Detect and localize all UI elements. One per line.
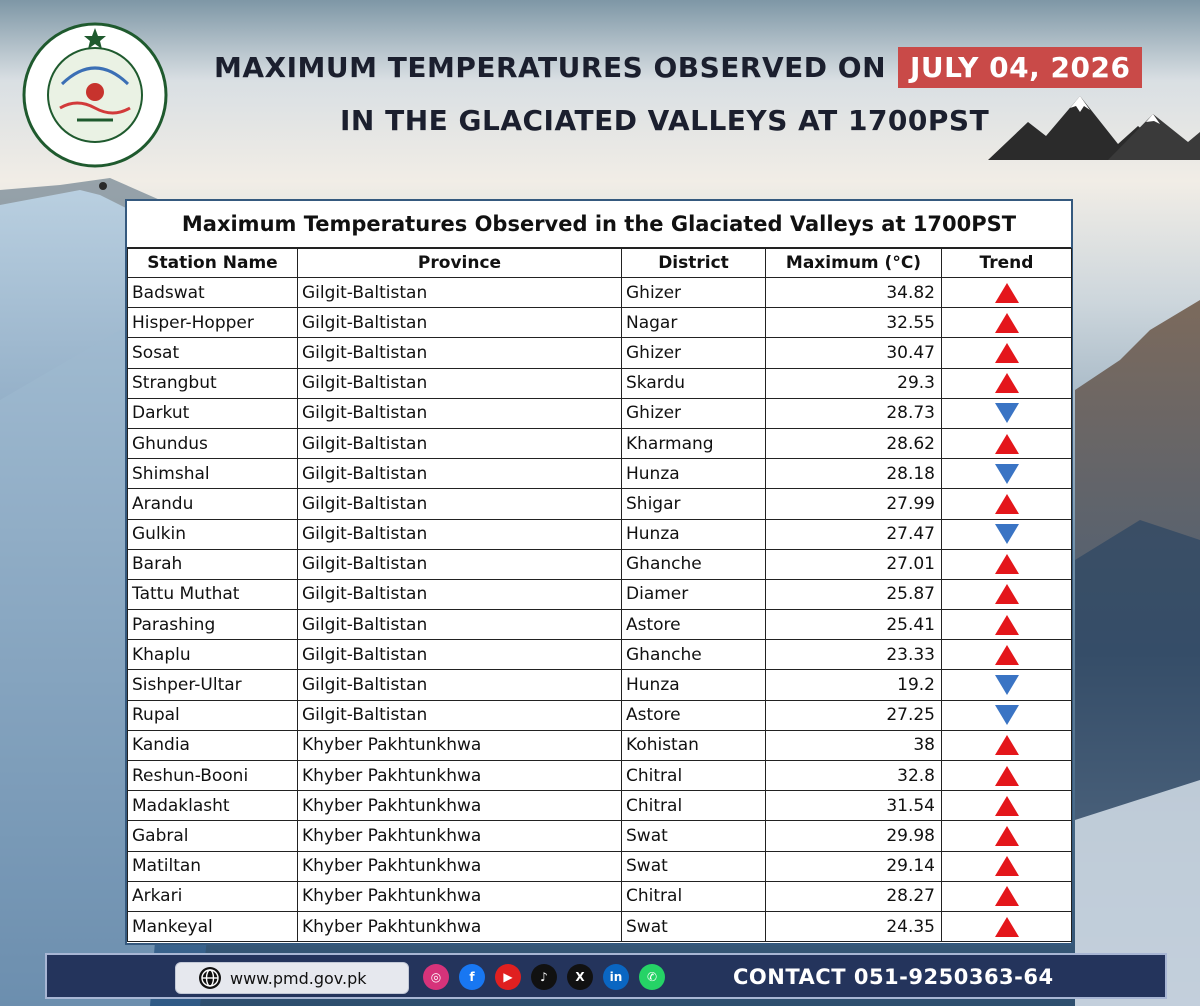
province-cell: Gilgit-Baltistan: [298, 549, 622, 579]
trend-up-icon: [995, 584, 1019, 604]
district-cell: Chitral: [622, 761, 766, 791]
globe-icon: [198, 966, 222, 990]
youtube-icon[interactable]: ▶: [495, 964, 521, 990]
maximum-cell: 27.25: [766, 700, 942, 730]
district-cell: Chitral: [622, 791, 766, 821]
table-row: [128, 911, 1072, 941]
trend-cell: [942, 821, 1072, 851]
mountain-icon: [988, 92, 1200, 162]
station-name-cell: Gulkin: [128, 519, 298, 549]
trend-down-icon: [995, 675, 1019, 695]
table-header-row: [128, 249, 1072, 278]
maximum-cell: 32.8: [766, 761, 942, 791]
table-row: [128, 278, 1072, 308]
trend-up-icon: [995, 283, 1019, 303]
table-row: [128, 761, 1072, 791]
station-name-cell: Barah: [128, 549, 298, 579]
maximum-cell: 28.18: [766, 459, 942, 489]
trend-cell: [942, 398, 1072, 428]
table-row: [128, 428, 1072, 458]
trend-cell: [942, 670, 1072, 700]
trend-cell: [942, 549, 1072, 579]
station-name-cell: Badswat: [128, 278, 298, 308]
linkedin-icon[interactable]: in: [603, 964, 629, 990]
table-row: [128, 338, 1072, 368]
district-cell: Hunza: [622, 519, 766, 549]
trend-cell: [942, 911, 1072, 941]
district-cell: Swat: [622, 911, 766, 941]
trend-up-icon: [995, 434, 1019, 454]
district-cell: Ghanche: [622, 640, 766, 670]
province-cell: Khyber Pakhtunkhwa: [298, 881, 622, 911]
province-cell: Gilgit-Baltistan: [298, 640, 622, 670]
maximum-cell: 27.01: [766, 549, 942, 579]
table-row: [128, 519, 1072, 549]
table-row: [128, 670, 1072, 700]
table-row: [128, 821, 1072, 851]
maximum-cell: 27.47: [766, 519, 942, 549]
whatsapp-icon[interactable]: ✆: [639, 964, 665, 990]
temperature-table: [127, 248, 1072, 942]
province-cell: Khyber Pakhtunkhwa: [298, 761, 622, 791]
table-caption: Maximum Temperatures Observed in the Glaciated Valleys at 1700PST: [127, 201, 1071, 248]
trend-cell: [942, 308, 1072, 338]
trend-up-icon: [995, 373, 1019, 393]
header-maximum: Maximum (°C): [766, 249, 942, 278]
province-cell: Gilgit-Baltistan: [298, 428, 622, 458]
table-row: [128, 459, 1072, 489]
trend-up-icon: [995, 826, 1019, 846]
trend-cell: [942, 278, 1072, 308]
trend-cell: [942, 459, 1072, 489]
table-row: [128, 368, 1072, 398]
trend-cell: [942, 579, 1072, 609]
trend-up-icon: [995, 645, 1019, 665]
station-name-cell: Arkari: [128, 881, 298, 911]
district-cell: Diamer: [622, 579, 766, 609]
table-row: [128, 851, 1072, 881]
trend-up-icon: [995, 796, 1019, 816]
table-row: [128, 610, 1072, 640]
trend-down-icon: [995, 464, 1019, 484]
trend-cell: [942, 761, 1072, 791]
province-cell: Gilgit-Baltistan: [298, 489, 622, 519]
instagram-icon[interactable]: ◎: [423, 964, 449, 990]
website-link[interactable]: [175, 962, 409, 994]
facebook-icon[interactable]: f: [459, 964, 485, 990]
province-cell: Gilgit-Baltistan: [298, 398, 622, 428]
district-cell: Skardu: [622, 368, 766, 398]
maximum-cell: 29.14: [766, 851, 942, 881]
trend-up-icon: [995, 735, 1019, 755]
maximum-cell: 28.73: [766, 398, 942, 428]
station-name-cell: Reshun-Booni: [128, 761, 298, 791]
maximum-cell: 24.35: [766, 911, 942, 941]
district-cell: Hunza: [622, 670, 766, 700]
province-cell: Khyber Pakhtunkhwa: [298, 851, 622, 881]
district-cell: Ghizer: [622, 338, 766, 368]
trend-up-icon: [995, 313, 1019, 333]
trend-up-icon: [995, 917, 1019, 937]
maximum-cell: 32.55: [766, 308, 942, 338]
province-cell: Gilgit-Baltistan: [298, 338, 622, 368]
maximum-cell: 27.99: [766, 489, 942, 519]
district-cell: Ghizer: [622, 278, 766, 308]
station-name-cell: Rupal: [128, 700, 298, 730]
province-cell: Khyber Pakhtunkhwa: [298, 821, 622, 851]
footer-bar: [45, 953, 1167, 999]
table-row: [128, 308, 1072, 338]
trend-up-icon: [995, 494, 1019, 514]
table-row: [128, 489, 1072, 519]
district-cell: Chitral: [622, 881, 766, 911]
header-station-name: Station Name: [128, 249, 298, 278]
x-icon[interactable]: X: [567, 964, 593, 990]
maximum-cell: 28.27: [766, 881, 942, 911]
station-name-cell: Gabral: [128, 821, 298, 851]
trend-up-icon: [995, 766, 1019, 786]
maximum-cell: 29.98: [766, 821, 942, 851]
province-cell: Gilgit-Baltistan: [298, 610, 622, 640]
header-district: District: [622, 249, 766, 278]
district-cell: Astore: [622, 610, 766, 640]
station-name-cell: Matiltan: [128, 851, 298, 881]
title-suffix: IN THE GLACIATED VALLEYS AT 1700PST: [340, 103, 990, 137]
pmd-logo: [22, 22, 168, 168]
station-name-cell: Madaklasht: [128, 791, 298, 821]
header-trend: Trend: [942, 249, 1072, 278]
table-row: [128, 881, 1072, 911]
maximum-cell: 25.87: [766, 579, 942, 609]
trend-cell: [942, 428, 1072, 458]
trend-cell: [942, 881, 1072, 911]
province-cell: Khyber Pakhtunkhwa: [298, 791, 622, 821]
maximum-cell: 30.47: [766, 338, 942, 368]
maximum-cell: 25.41: [766, 610, 942, 640]
station-name-cell: Shimshal: [128, 459, 298, 489]
maximum-cell: 38: [766, 730, 942, 760]
title-line-1: [214, 42, 1142, 92]
province-cell: Gilgit-Baltistan: [298, 700, 622, 730]
trend-cell: [942, 338, 1072, 368]
district-cell: Ghizer: [622, 398, 766, 428]
province-cell: Gilgit-Baltistan: [298, 670, 622, 700]
trend-cell: [942, 700, 1072, 730]
province-cell: Gilgit-Baltistan: [298, 579, 622, 609]
province-cell: Gilgit-Baltistan: [298, 459, 622, 489]
table-row: [128, 398, 1072, 428]
station-name-cell: Khaplu: [128, 640, 298, 670]
title-line-2: [340, 100, 989, 140]
maximum-cell: 31.54: [766, 791, 942, 821]
trend-up-icon: [995, 554, 1019, 574]
district-cell: Astore: [622, 700, 766, 730]
province-cell: Gilgit-Baltistan: [298, 519, 622, 549]
trend-down-icon: [995, 705, 1019, 725]
temperature-table-panel: [125, 199, 1073, 945]
table-row: [128, 640, 1072, 670]
trend-cell: [942, 489, 1072, 519]
station-name-cell: Sosat: [128, 338, 298, 368]
district-cell: Nagar: [622, 308, 766, 338]
province-cell: Khyber Pakhtunkhwa: [298, 730, 622, 760]
website-url: www.pmd.gov.pk: [230, 968, 367, 988]
trend-cell: [942, 791, 1072, 821]
station-name-cell: Parashing: [128, 610, 298, 640]
station-name-cell: Strangbut: [128, 368, 298, 398]
province-cell: Gilgit-Baltistan: [298, 278, 622, 308]
table-row: [128, 700, 1072, 730]
maximum-cell: 34.82: [766, 278, 942, 308]
trend-cell: [942, 368, 1072, 398]
table-row: [128, 791, 1072, 821]
trend-up-icon: [995, 886, 1019, 906]
district-cell: Kohistan: [622, 730, 766, 760]
maximum-cell: 29.3: [766, 368, 942, 398]
station-name-cell: Mankeyal: [128, 911, 298, 941]
station-name-cell: Sishper-Ultar: [128, 670, 298, 700]
table-row: [128, 579, 1072, 609]
district-cell: Swat: [622, 821, 766, 851]
trend-cell: [942, 610, 1072, 640]
district-cell: Hunza: [622, 459, 766, 489]
station-name-cell: Hisper-Hopper: [128, 308, 298, 338]
table-row: [128, 730, 1072, 760]
title-prefix: MAXIMUM TEMPERATURES OBSERVED ON: [214, 50, 887, 84]
contact-info: CONTACT 051-9250363-64: [733, 965, 1054, 989]
district-cell: Kharmang: [622, 428, 766, 458]
trend-down-icon: [995, 524, 1019, 544]
date-badge: JULY 04, 2026: [898, 47, 1142, 88]
province-cell: Gilgit-Baltistan: [298, 368, 622, 398]
maximum-cell: 23.33: [766, 640, 942, 670]
district-cell: Ghanche: [622, 549, 766, 579]
province-cell: Khyber Pakhtunkhwa: [298, 911, 622, 941]
trend-cell: [942, 730, 1072, 760]
district-cell: Shigar: [622, 489, 766, 519]
station-name-cell: Kandia: [128, 730, 298, 760]
trend-cell: [942, 851, 1072, 881]
trend-cell: [942, 640, 1072, 670]
province-cell: Gilgit-Baltistan: [298, 308, 622, 338]
trend-up-icon: [995, 615, 1019, 635]
station-name-cell: Ghundus: [128, 428, 298, 458]
table-row: [128, 549, 1072, 579]
maximum-cell: 19.2: [766, 670, 942, 700]
trend-up-icon: [995, 343, 1019, 363]
header-province: Province: [298, 249, 622, 278]
station-name-cell: Arandu: [128, 489, 298, 519]
maximum-cell: 28.62: [766, 428, 942, 458]
tiktok-icon[interactable]: ♪: [531, 964, 557, 990]
trend-cell: [942, 519, 1072, 549]
table-body: [128, 278, 1072, 942]
trend-down-icon: [995, 403, 1019, 423]
trend-up-icon: [995, 856, 1019, 876]
district-cell: Swat: [622, 851, 766, 881]
station-name-cell: Darkut: [128, 398, 298, 428]
station-name-cell: Tattu Muthat: [128, 579, 298, 609]
